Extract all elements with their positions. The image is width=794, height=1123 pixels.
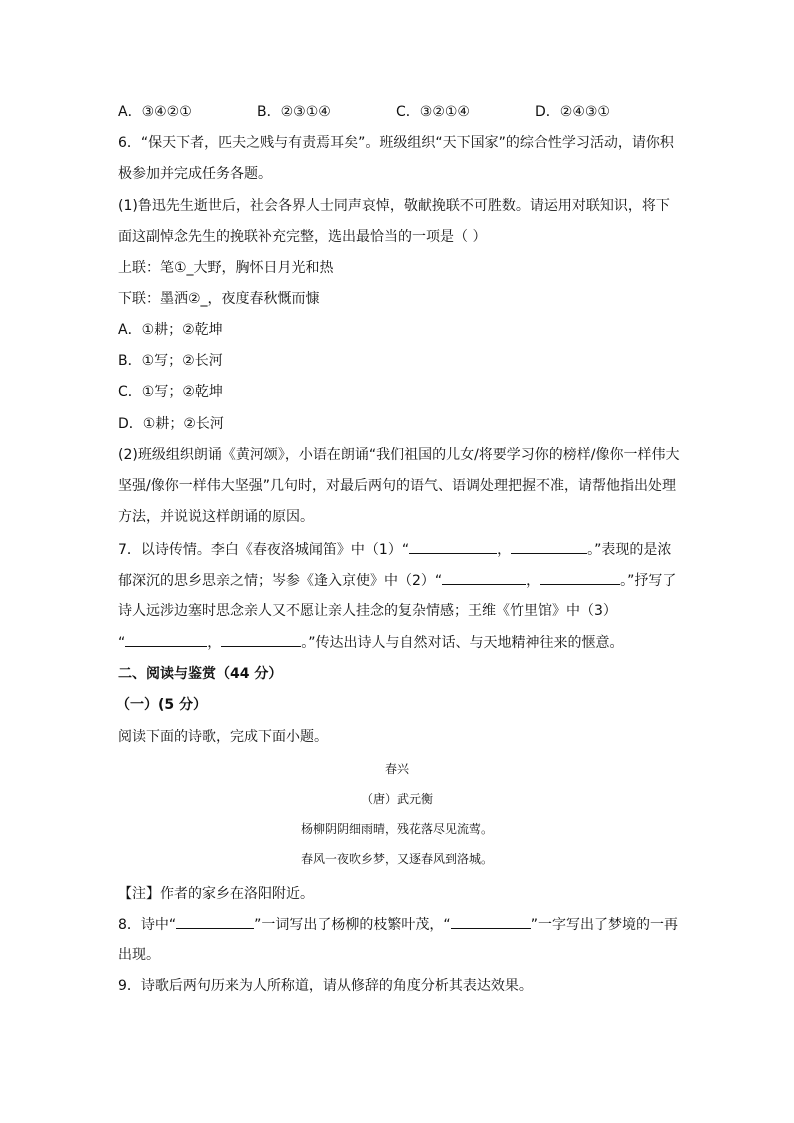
q7-blank-2b[interactable] <box>540 570 620 585</box>
q7-blank-3a[interactable] <box>125 632 207 647</box>
q6-option-c: C．①写；②乾坤 <box>118 384 223 400</box>
q7-line3: 诗人远涉边塞时思念亲人又不愿让亲人挂念的复杂情感；王维《竹里馆》中（3） <box>118 603 617 619</box>
q6-part2-line1: (2)班级组织朗诵《黄河颂》，小语在朗诵“我们祖国的儿女/将要学习你的榜样/像你一样伟大 <box>118 447 680 463</box>
q6-option-a: A．①耕；②乾坤 <box>118 322 223 338</box>
q6-option-b: B．①写；②长河 <box>118 353 223 369</box>
q9-stem: 9．诗歌后两句历来为人所称道，请从修辞的角度分析其表达效果。 <box>118 978 533 994</box>
q7-blank-1b[interactable] <box>511 539 587 554</box>
q7-line2: 郁深沉的思乡思亲之情；岑参《逢入京使》中（2）“ ， 。”抒写了 <box>118 570 676 591</box>
q6-part1-line1: (1)鲁迅先生逝世后，社会各界人士同声哀悼，敬献挽联不可胜数。请运用对联知识，将下 <box>118 198 670 214</box>
poem-note: 【注】作者的家乡在洛阳附近。 <box>118 886 314 902</box>
q7-blank-2a[interactable] <box>442 570 526 585</box>
q7-line4: “ ， 。”传达出诗人与自然对话、与天地精神往来的惬意。 <box>118 632 624 653</box>
reading-instruction: 阅读下面的诗歌，完成下面小题。 <box>118 729 328 745</box>
q6-option-d: D．①耕；②长河 <box>118 416 224 432</box>
q8-blank-2[interactable] <box>451 914 531 929</box>
q6-part2-line3: 方法，并说说这样朗诵的原因。 <box>118 509 314 525</box>
poem-title: 春兴 <box>384 762 409 776</box>
q8-line2: 出现。 <box>118 947 160 963</box>
couplet-upper: 上联：笔①_大野，胸怀日月光和热 <box>118 260 334 276</box>
poem-line-1: 杨柳阴阴细雨晴，残花落尽见流莺。 <box>300 822 493 836</box>
q6-part2-line2: 坚强/像你一样伟大坚强”几句时，对最后两句的语气、语调处理把握不准，请帮他指出处理 <box>118 478 676 494</box>
section-2-title: 二、阅读与鉴赏（44 分） <box>118 666 283 682</box>
q5-option-d: D．②④③① <box>535 104 610 120</box>
couplet-lower: 下联：墨洒②_，夜度春秋慨而慷 <box>118 291 320 307</box>
q7-line1: 7．以诗传情。李白《春夜洛城闻笛》中（1）“ ， 。”表现的是浓 <box>118 539 671 560</box>
q7-blank-3b[interactable] <box>221 632 301 647</box>
q5-option-a: A．③④②① <box>118 104 192 120</box>
q5-option-b: B．②③①④ <box>257 104 331 120</box>
poem-author: （唐）武元衡 <box>360 792 433 806</box>
q5-option-c: C．③②①④ <box>396 104 470 120</box>
q7-blank-1a[interactable] <box>409 539 497 554</box>
q6-stem-line1: 6．“保天下者，匹夫之贱与有责焉耳矣”。班级组织“天下国家”的综合性学习活动，请你积 <box>118 135 674 151</box>
poem-line-2: 春风一夜吹乡梦，又逐春风到洛城。 <box>300 852 493 866</box>
part-1-title: （一）(5 分） <box>116 697 208 713</box>
q8-blank-1[interactable] <box>176 914 254 929</box>
q8-line1: 8．诗中“ ”一词写出了杨柳的枝繁叶茂，“ ”一字写出了梦境的一再 <box>118 914 678 935</box>
q6-stem-line2: 极参加并完成任务各题。 <box>118 166 272 182</box>
q6-part1-line2: 面这副悼念先生的挽联补充完整，选出最恰当的一项是（ ） <box>118 229 487 245</box>
